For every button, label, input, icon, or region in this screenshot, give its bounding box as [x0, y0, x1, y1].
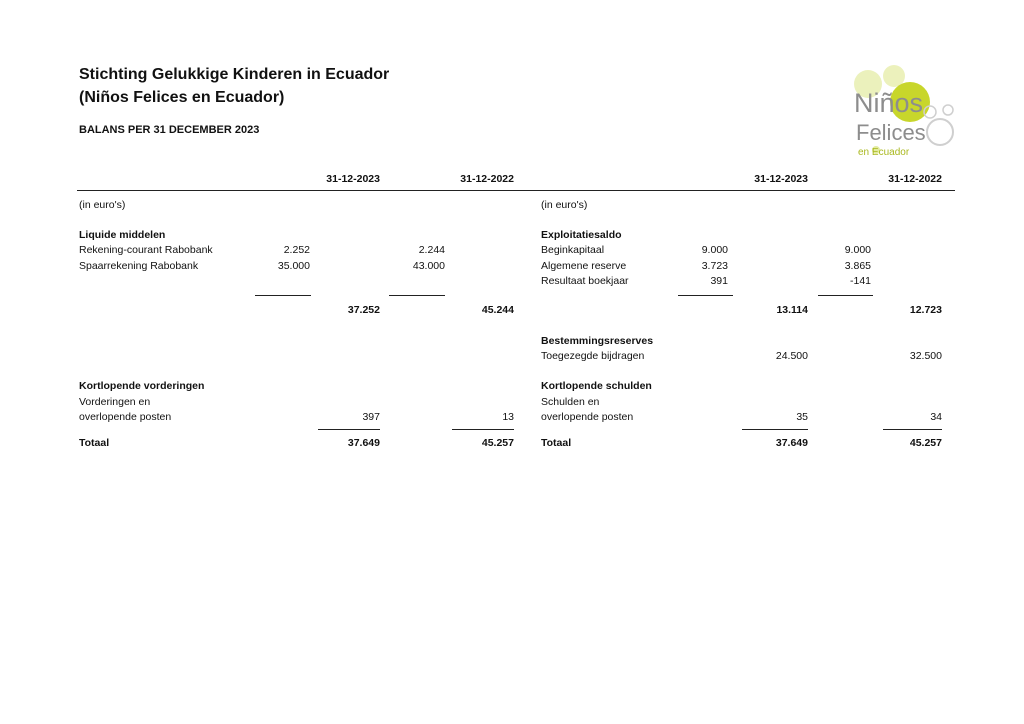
liquid-row-label: Rekening-courant Rabobank — [79, 244, 213, 256]
equity-row-label: Beginkapitaal — [541, 244, 605, 256]
header-rule — [77, 190, 955, 191]
liquid-row-label: Spaarrekening Rabobank — [79, 260, 199, 272]
right-unit: (in euro's) — [541, 199, 588, 211]
reserves-2022: 32.500 — [909, 350, 942, 362]
equity-row-label: Resultaat boekjaar — [541, 275, 629, 287]
receivables-2023: 397 — [362, 411, 380, 423]
right-total-2022: 45.257 — [909, 437, 942, 449]
report-title: BALANS PER 31 DECEMBER 2023 — [79, 124, 260, 136]
equity-row-2022: 3.865 — [844, 260, 871, 272]
ninos-felices-logo — [846, 62, 958, 162]
equity-row-2023: 9.000 — [701, 244, 728, 256]
subtotal-rule — [389, 295, 445, 296]
equity-row-2022: 9.000 — [844, 244, 871, 256]
equity-row-2023: 391 — [710, 275, 728, 287]
equity-total-2023: 13.114 — [776, 304, 808, 316]
liquid-row-2023: 2.252 — [283, 244, 310, 256]
equity-row-label: Algemene reserve — [541, 260, 627, 272]
liquid-row-2022: 2.244 — [418, 244, 445, 256]
right-col-2023: 31-12-2023 — [754, 173, 808, 185]
equity-heading: Exploitatiesaldo — [541, 229, 622, 241]
liabilities-label-2: overlopende posten — [541, 411, 634, 423]
reserves-label: Toegezegde bijdragen — [541, 350, 645, 362]
subtotal-rule — [818, 295, 873, 296]
equity-row-2023: 3.723 — [701, 260, 728, 272]
org-alias: (Niños Felices en Ecuador) — [79, 89, 285, 106]
liquid-total-2022: 45.244 — [481, 304, 514, 316]
left-total-2023: 37.649 — [347, 437, 380, 449]
liabilities-label-1: Schulden en — [541, 396, 600, 408]
logo-line2: Felices — [856, 120, 926, 145]
receivables-label-1: Vorderingen en — [79, 396, 151, 408]
left-total-label: Totaal — [79, 437, 110, 449]
receivables-heading: Kortlopende vorderingen — [79, 380, 205, 392]
org-name: Stichting Gelukkige Kinderen in Ecuador — [79, 66, 390, 83]
reserves-2023: 24.500 — [775, 350, 808, 362]
right-total-2023: 37.649 — [775, 437, 808, 449]
subtotal-rule — [255, 295, 311, 296]
logo-line1: Niños — [854, 88, 924, 118]
right-total-label: Totaal — [541, 437, 572, 449]
left-col-2023: 31-12-2023 — [326, 173, 380, 185]
liabilities-2022: 34 — [930, 411, 942, 423]
right-col-2022: 31-12-2022 — [888, 173, 942, 185]
reserves-heading: Bestemmingsreserves — [541, 335, 654, 347]
liquid-heading: Liquide middelen — [79, 229, 166, 241]
total-rule — [318, 429, 380, 430]
left-total-2022: 45.257 — [481, 437, 514, 449]
equity-row-2022: -141 — [849, 275, 871, 287]
receivables-2022: 13 — [502, 411, 514, 423]
left-col-2022: 31-12-2022 — [460, 173, 514, 185]
subtotal-rule — [678, 295, 733, 296]
liquid-total-2023: 37.252 — [347, 304, 380, 316]
logo-line3: en Ecuador — [858, 147, 910, 158]
total-rule — [883, 429, 942, 430]
total-rule — [742, 429, 808, 430]
liabilities-heading: Kortlopende schulden — [541, 380, 652, 392]
total-rule — [452, 429, 514, 430]
liquid-row-2022: 43.000 — [412, 260, 445, 272]
liquid-row-2023: 35.000 — [277, 260, 310, 272]
equity-total-2022: 12.723 — [909, 304, 942, 316]
left-unit: (in euro's) — [79, 199, 126, 211]
receivables-label-2: overlopende posten — [79, 411, 172, 423]
liabilities-2023: 35 — [796, 411, 808, 423]
